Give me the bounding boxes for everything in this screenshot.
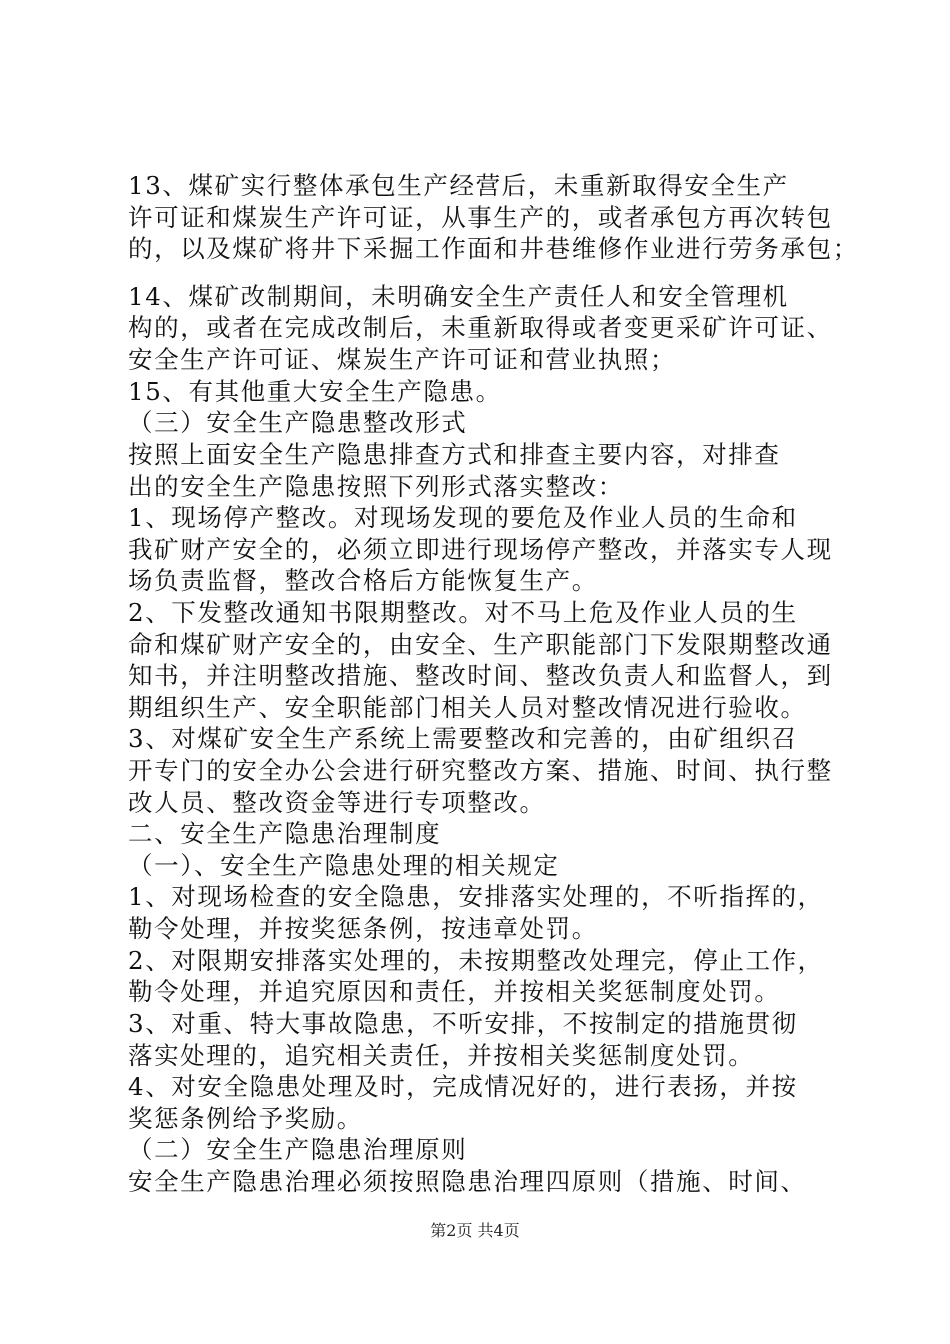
text-line: 期组织生产、安全职能部门相关人员对整改情况进行验收。: [128, 693, 807, 722]
text-line: 按照上面安全生产隐患排查方式和排查主要内容，对排查: [128, 440, 781, 469]
section-heading: 二、安全生产隐患治理制度: [128, 819, 442, 848]
section-heading: （三）安全生产隐患整改形式: [128, 408, 468, 437]
text-line: 3、对重、特大事故隐患，不听安排，不按制定的措施贯彻: [128, 1009, 798, 1038]
page-number-footer: 第2页 共4页: [430, 1221, 520, 1240]
text-line: 2、对限期安排落实处理的，未按期整改处理完，停止工作，: [128, 946, 824, 975]
text-line: 构的，或者在完成改制后，未重新取得或者变更采矿许可证、: [128, 313, 833, 342]
text-line: 1、现场停产整改。对现场发现的要危及作业人员的生命和: [128, 503, 798, 532]
text-line: 14、煤矿改制期间，未明确安全生产责任人和安全管理机: [128, 282, 789, 311]
text-line: 的，以及煤矿将井下采掘工作面和井巷维修作业进行劳务承包；: [128, 234, 859, 263]
text-line: 知书，并注明整改措施、整改时间、整改负责人和监督人，到: [128, 661, 833, 690]
text-line: 安全生产隐患治理必须按照隐患治理四原则（措施、时间、: [128, 1167, 807, 1196]
text-line: 我矿财产安全的，必须立即进行现场停产整改，并落实专人现: [128, 535, 833, 564]
text-line: 勒令处理，并按奖惩条例，按违章处罚。: [128, 914, 598, 943]
text-line: 开专门的安全办公会进行研究整改方案、措施、时间、执行整: [128, 756, 833, 785]
text-line: 2、下发整改通知书限期整改。对不马上危及作业人员的生: [128, 598, 798, 627]
section-heading: （一）、安全生产隐患处理的相关规定: [128, 851, 560, 880]
text-line: 3、对煤矿安全生产系统上需要整改和完善的，由矿组织召: [128, 724, 798, 753]
text-line: 13、煤矿实行整体承包生产经营后，未重新取得安全生产: [128, 171, 789, 200]
text-line: 许可证和煤炭生产许可证，从事生产的，或者承包方再次转包: [128, 203, 833, 232]
text-line: 落实处理的，追究相关责任，并按相关奖惩制度处罚。: [128, 1041, 755, 1070]
text-line: 1、对现场检查的安全隐患，安排落实处理的，不听指挥的，: [128, 882, 824, 911]
text-line: 15、有其他重大安全生产隐患。: [128, 377, 502, 406]
text-line: 出的安全生产隐患按照下列形式落实整改：: [128, 472, 624, 501]
text-line: 奖惩条例给予奖励。: [128, 1104, 363, 1133]
text-line: 安全生产许可证、煤炭生产许可证和营业执照；: [128, 345, 677, 374]
section-heading: （二）安全生产隐患治理原则: [128, 1135, 468, 1164]
text-line: 命和煤矿财产安全的，由安全、生产职能部门下发限期整改通: [128, 630, 833, 659]
text-line: 场负责监督，整改合格后方能恢复生产。: [128, 566, 598, 595]
text-line: 勒令处理，并追究原因和责任，并按相关奖惩制度处罚。: [128, 977, 781, 1006]
text-line: 4、对安全隐患处理及时，完成情况好的，进行表扬，并按: [128, 1072, 798, 1101]
text-line: 改人员、整改资金等进行专项整改。: [128, 788, 546, 817]
